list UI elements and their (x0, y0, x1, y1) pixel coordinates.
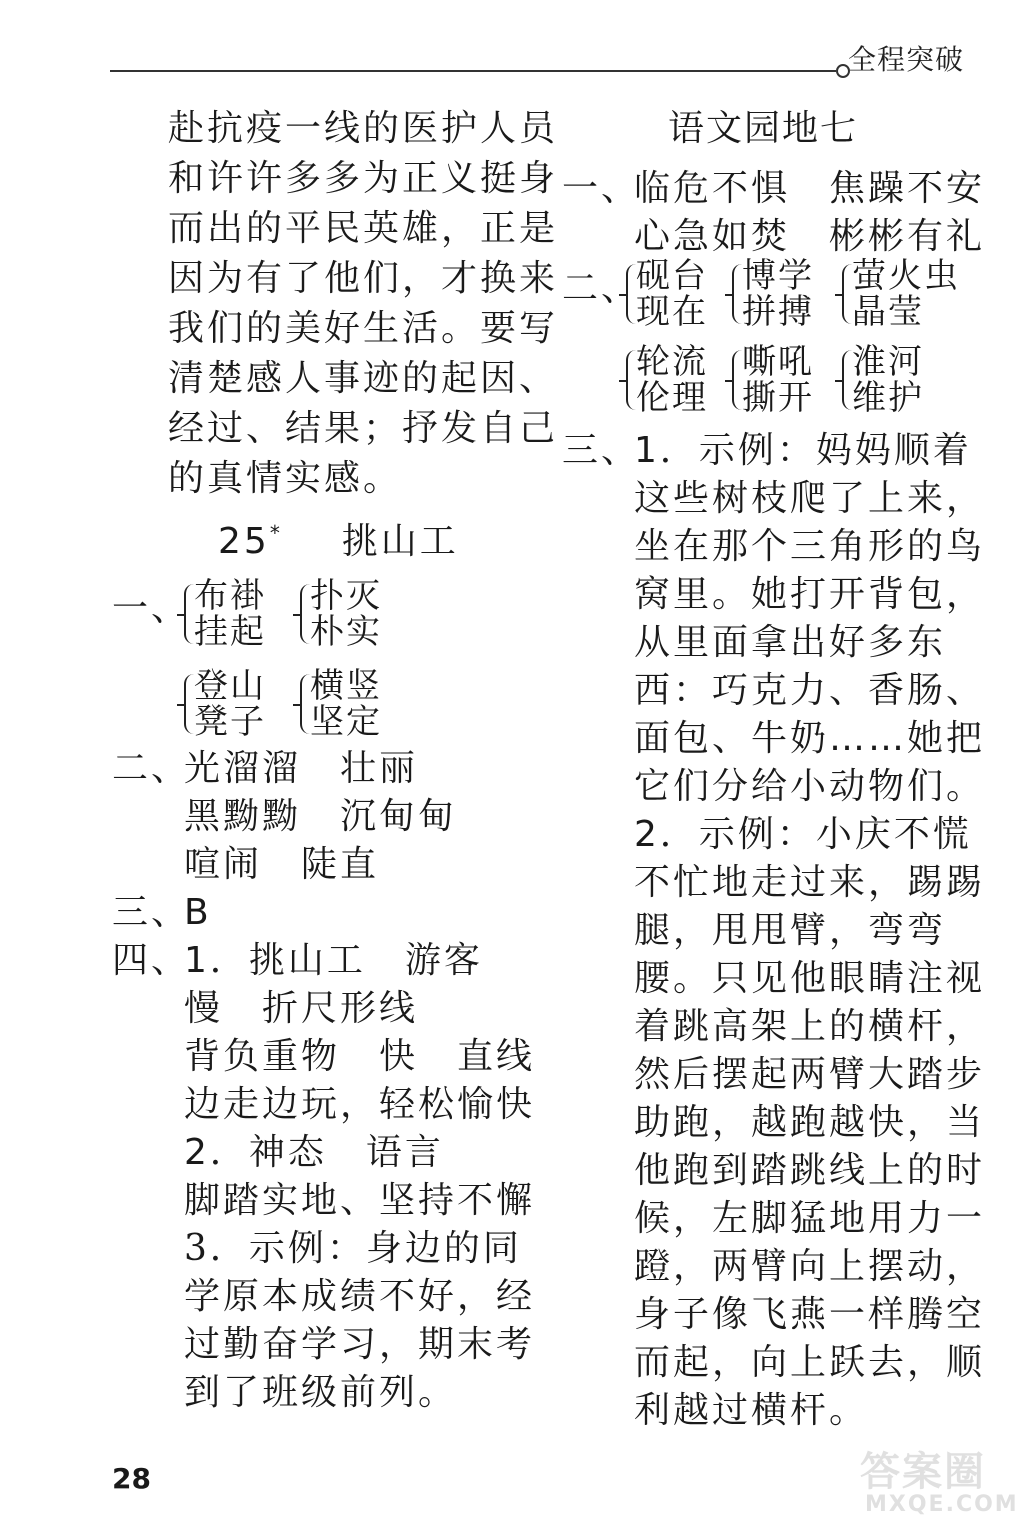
word-pair (838, 258, 960, 330)
pair-word: 坚定 (310, 702, 382, 742)
answer-line: 过勤奋学习，期末考 (184, 1324, 536, 1365)
answer-line: 脚踏实地、坚持不懈 (184, 1180, 536, 1221)
essay-line: 赴抗疫一线的医护人员 (168, 108, 559, 149)
pair-word: 拼搏 (742, 292, 814, 332)
pair-word: 登山 (194, 666, 266, 706)
pair-word: 朴实 (310, 612, 382, 652)
q3-label: 三、 (562, 430, 641, 471)
pair-word: 维护 (852, 378, 924, 418)
answer-line: 他跑到踏跳线上的时 (634, 1150, 986, 1191)
answer-line: 慢 折尺形线 (184, 988, 419, 1029)
pair-word: 博学 (742, 256, 814, 296)
answer-line: 面包、牛奶……她把 (634, 718, 986, 759)
brace-icon (838, 258, 852, 330)
lesson-heading (218, 510, 459, 565)
essay-line: 而出的平民英雄，正是 (168, 208, 559, 249)
answer-line: 利越过横杆。 (634, 1390, 869, 1431)
answer-line: 候，左脚猛地用力一 (634, 1198, 986, 1239)
q1-label: 一、 (112, 588, 191, 629)
answer-line: 心急如焚 彬彬有礼 (634, 216, 986, 257)
answer-line: 到了班级前列。 (184, 1372, 458, 1413)
header-rule (110, 70, 836, 72)
answer-line: 背负重物 快 直线 (184, 1036, 536, 1077)
lesson-number: 25 (218, 521, 270, 562)
pair-word: 砚台 (636, 256, 708, 296)
answer-line: 2．神态 语言 (184, 1132, 444, 1173)
page-number: 28 (112, 1462, 151, 1495)
word-pair (622, 258, 708, 330)
word-pair (296, 578, 382, 650)
pair-word: 轮流 (636, 342, 708, 382)
word-pair (728, 344, 814, 416)
q2-label: 二、 (112, 748, 191, 789)
pair-word: 撕开 (742, 378, 814, 418)
essay-line: 和许许多多为正义挺身 (168, 158, 559, 199)
essay-line: 的真情实感。 (168, 458, 403, 499)
answer-line: 窝里。她打开背包， (634, 574, 986, 615)
brace-icon (180, 578, 194, 650)
brace-icon (622, 344, 636, 416)
word-pair (622, 344, 708, 416)
answer-line: 2．示例：小庆不慌 (634, 814, 972, 855)
lesson-title: 挑山工 (341, 521, 459, 562)
brace-icon (622, 258, 636, 330)
watermark-logo: 答案圈 (860, 1449, 986, 1495)
answer-line: 坐在那个三角形的鸟 (634, 526, 986, 567)
answer-line: 腿，甩甩臂，弯弯 (634, 910, 947, 951)
answer-line: 而起，向上跃去，顺 (634, 1342, 986, 1383)
brace-icon (838, 344, 852, 416)
brace-icon (296, 668, 310, 740)
answer-line: 不忙地走过来，踢踢 (634, 862, 986, 903)
brace-icon (296, 578, 310, 650)
answer-line: 西：巧克力、香肠、 (634, 670, 986, 711)
pair-word: 萤火虫 (852, 256, 960, 296)
answer-line: 这些树枝爬了上来， (634, 478, 986, 519)
answer-line: 边走边玩，轻松愉快 (184, 1084, 536, 1125)
answer-line: 黑黝黝 沉甸甸 (184, 796, 458, 837)
pair-word: 扑灭 (310, 576, 382, 616)
pair-word: 晶莹 (852, 292, 924, 332)
answer-line: 1．挑山工 游客 (184, 940, 483, 981)
section-title: 语文园地七 (668, 108, 859, 149)
answer-line: 喧闹 陡直 (184, 844, 380, 885)
pair-word: 挂起 (194, 612, 266, 652)
essay-line: 因为有了他们，才换来 (168, 258, 559, 299)
q2-label: 二、 (562, 268, 641, 309)
pair-word: 嘶吼 (742, 342, 814, 382)
answer-line: 临危不惧 焦躁不安 (634, 168, 986, 209)
pair-word: 现在 (636, 292, 708, 332)
answer-line: 光溜溜 壮丽 (184, 748, 419, 789)
essay-line: 清楚感人事迹的起因、 (168, 358, 559, 399)
word-pair (838, 344, 924, 416)
q4-label: 四、 (112, 940, 191, 981)
answer-line: B (184, 892, 212, 933)
pair-word: 布褂 (194, 576, 266, 616)
q1-label: 一、 (562, 168, 641, 209)
word-pair (180, 668, 266, 740)
pair-word: 凳子 (194, 702, 266, 742)
pair-word: 横竖 (310, 666, 382, 706)
answer-line: 身子像飞燕一样腾空 (634, 1294, 986, 1335)
answer-line: 从里面拿出好多东 (634, 622, 947, 663)
answer-line: 学原本成绩不好，经 (184, 1276, 536, 1317)
lesson-mark: * (269, 521, 283, 545)
pair-word: 淮河 (852, 342, 924, 382)
brace-icon (180, 668, 194, 740)
pair-word: 伦理 (636, 378, 708, 418)
q3-label: 三、 (112, 892, 191, 933)
header-title: 全程突破 (848, 43, 965, 76)
word-pair (728, 258, 814, 330)
answer-line: 着跳高架上的横杆， (634, 1006, 986, 1047)
word-pair (296, 668, 382, 740)
brace-icon (728, 258, 742, 330)
watermark-url: MXQE.COM (865, 1492, 1019, 1517)
brace-icon (728, 344, 742, 416)
answer-line: 蹬，两臂向上摆动， (634, 1246, 986, 1287)
essay-line: 我们的美好生活。要写 (168, 308, 559, 349)
answer-line: 然后摆起两臂大踏步 (634, 1054, 986, 1095)
answer-line: 腰。只见他眼睛注视 (634, 958, 986, 999)
word-pair (180, 578, 266, 650)
answer-line: 它们分给小动物们。 (634, 766, 986, 807)
answer-line: 3．示例：身边的同 (184, 1228, 522, 1269)
answer-line: 1．示例：妈妈顺着 (634, 430, 972, 471)
answer-line: 助跑，越跑越快，当 (634, 1102, 986, 1143)
essay-line: 经过、结果；抒发自己 (168, 408, 559, 449)
